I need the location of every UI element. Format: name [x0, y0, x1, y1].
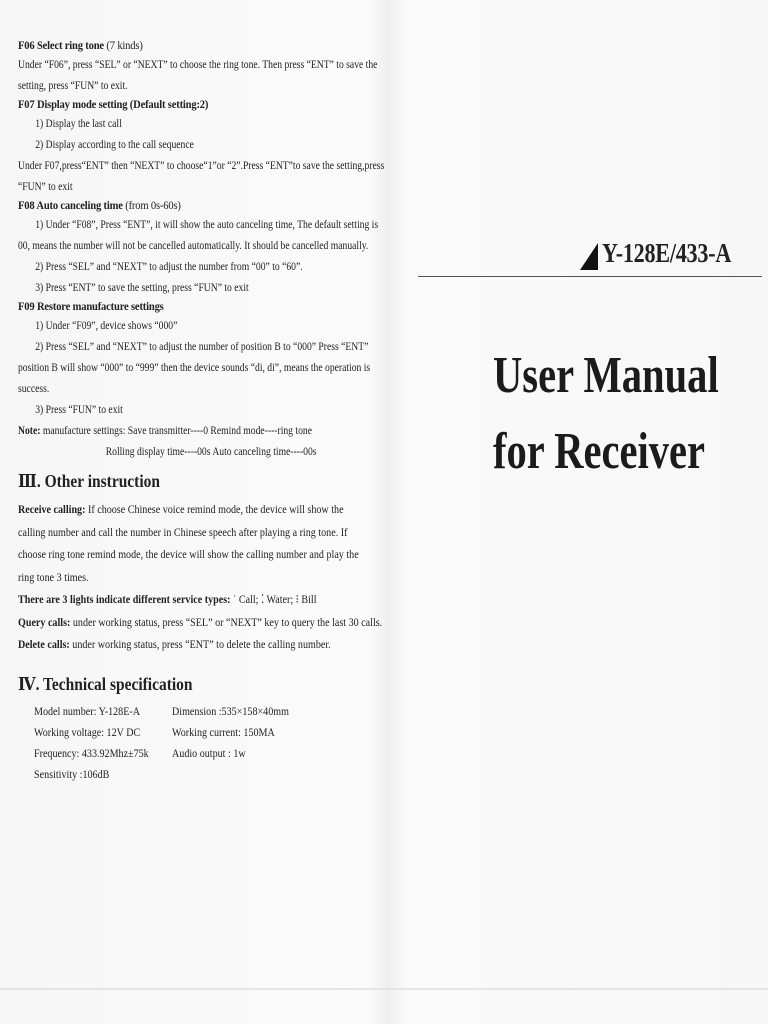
f07-heading — [18, 97, 326, 112]
spec-voltage: Working voltage: 12V DC — [34, 724, 141, 739]
f07-item-2: 2) Display according to the call sequence — [35, 139, 194, 151]
f09-line-1: 1) Under “F09”, device shows “000” — [35, 320, 178, 332]
f08-line-4: 3) Press “ENT” to save the setting, press “FUN” to exit — [35, 282, 249, 294]
lights-label: There are 3 lights indicate different service types: — [18, 592, 231, 606]
spec-audio: Audio output : 1w — [172, 745, 246, 760]
f06-code: F06 — [18, 38, 35, 52]
f06-line-2: setting, press “FUN” to exit. — [18, 80, 128, 92]
f09-line-3: position B will show “000” to “999” then the device sounds “di, di”, means the operation is — [18, 362, 371, 374]
receive-line-1 — [18, 498, 344, 521]
lights-text: ˙ Call; ⁚ Water; ⁝ Bill — [230, 592, 317, 606]
f08-heading — [18, 198, 326, 213]
f08-line-1: 1) Under “F08”, Press “ENT”, it will show the auto canceling time, The default setting is — [35, 219, 379, 231]
receive-text-1: If choose Chinese voice remind mode, the device will show the — [85, 502, 344, 516]
other-instruction-body — [18, 498, 383, 656]
cover-divider — [418, 276, 762, 277]
f08-code: F08 — [18, 198, 35, 212]
spec-dimension: Dimension :535×158×40mm — [172, 703, 289, 718]
query-label: Query calls: — [18, 614, 71, 629]
cover-title-line-1: User Manual — [493, 347, 719, 404]
note-line-2: Rolling display time----00s Auto canceling time----00s — [105, 446, 317, 458]
f06-title: Select ring tone — [36, 38, 104, 52]
receive-line-3: choose ring tone remind mode, the device will show the calling number and play the — [18, 547, 359, 561]
query-line — [18, 611, 383, 634]
f06-heading — [18, 38, 326, 53]
delete-label: Delete calls: — [18, 637, 70, 651]
f09-title: Restore manufacture settings — [36, 299, 164, 313]
bottom-edge — [0, 988, 768, 990]
cover-title — [493, 338, 719, 490]
f06-title-suffix: (7 kinds) — [103, 38, 143, 52]
f07-line-1: Under F07,press“ENT” then “NEXT” to choose“1”or “2”.Press “ENT”to save the setting,press — [18, 160, 385, 172]
f09-code: F09 — [18, 299, 35, 313]
query-text: under working status, press “SEL” or “NEXT” key to query the last 30 calls. — [70, 614, 383, 629]
f08-title: Auto canceling time — [36, 198, 123, 212]
receive-line-4: ring tone 3 times. — [18, 569, 89, 584]
model-number: Y-128E/433-A — [602, 238, 732, 268]
left-panel — [18, 38, 385, 785]
f07-line-2: “FUN” to exit — [18, 181, 73, 193]
receive-line-2: calling number and call the number in Chinese speech after playing a ring tone. If — [18, 524, 348, 539]
spec-sensitivity: Sensitivity :106dB — [34, 766, 110, 781]
note-block — [18, 421, 368, 463]
f06-line-1: Under “F06”, press “SEL” or “NEXT” to choose the ring tone. Then press “ENT” to save the — [18, 59, 378, 71]
f08-line-3: 2) Press “SEL” and “NEXT” to adjust the number from “00” to “60”. — [35, 261, 303, 273]
section-f07 — [18, 97, 385, 198]
model-marker-icon — [580, 243, 598, 270]
f08-title-suffix: (from 0s-60s) — [122, 198, 181, 212]
spec-frequency: Frequency: 433.92Mhz±75k — [34, 745, 149, 760]
section-f09 — [18, 299, 371, 421]
f09-line-5: 3) Press “FUN” to exit — [35, 404, 123, 416]
section-f06 — [18, 38, 378, 97]
delete-text: under working status, press “ENT” to delete the calling number. — [69, 637, 331, 651]
cover-title-line-2: for Receiver — [493, 423, 706, 480]
delete-line — [18, 633, 331, 656]
spec-model: Model number: Y-128E-A — [34, 703, 141, 718]
tech-spec-heading: Ⅳ. Technical specification — [18, 673, 193, 694]
note-label: Note: — [18, 425, 41, 437]
f09-line-2: 2) Press “SEL” and “NEXT” to adjust the number of position B to “000” Press “ENT” — [35, 341, 369, 353]
other-instruction-heading: Ⅲ. Other instruction — [18, 471, 160, 491]
spec-current: Working current: 150MA — [172, 724, 275, 739]
f09-line-4: success. — [18, 383, 50, 395]
receive-label: Receive calling: — [18, 502, 86, 516]
tech-spec-grid — [34, 701, 368, 785]
f07-title: Display mode setting (Default setting:2) — [36, 97, 209, 111]
note-line-1 — [18, 421, 319, 442]
f07-code: F07 — [18, 97, 35, 111]
section-f08 — [18, 198, 379, 299]
note-text-1: manufacture settings: Save transmitter----0 Remind mode----ring tone — [42, 425, 312, 437]
f07-item-1: 1) Display the last call — [35, 118, 122, 130]
f09-heading — [18, 299, 326, 314]
lights-line — [18, 588, 317, 611]
f08-line-2: 00, means the number will not be cancelled automatically. It should be cancelled manually. — [18, 240, 369, 252]
